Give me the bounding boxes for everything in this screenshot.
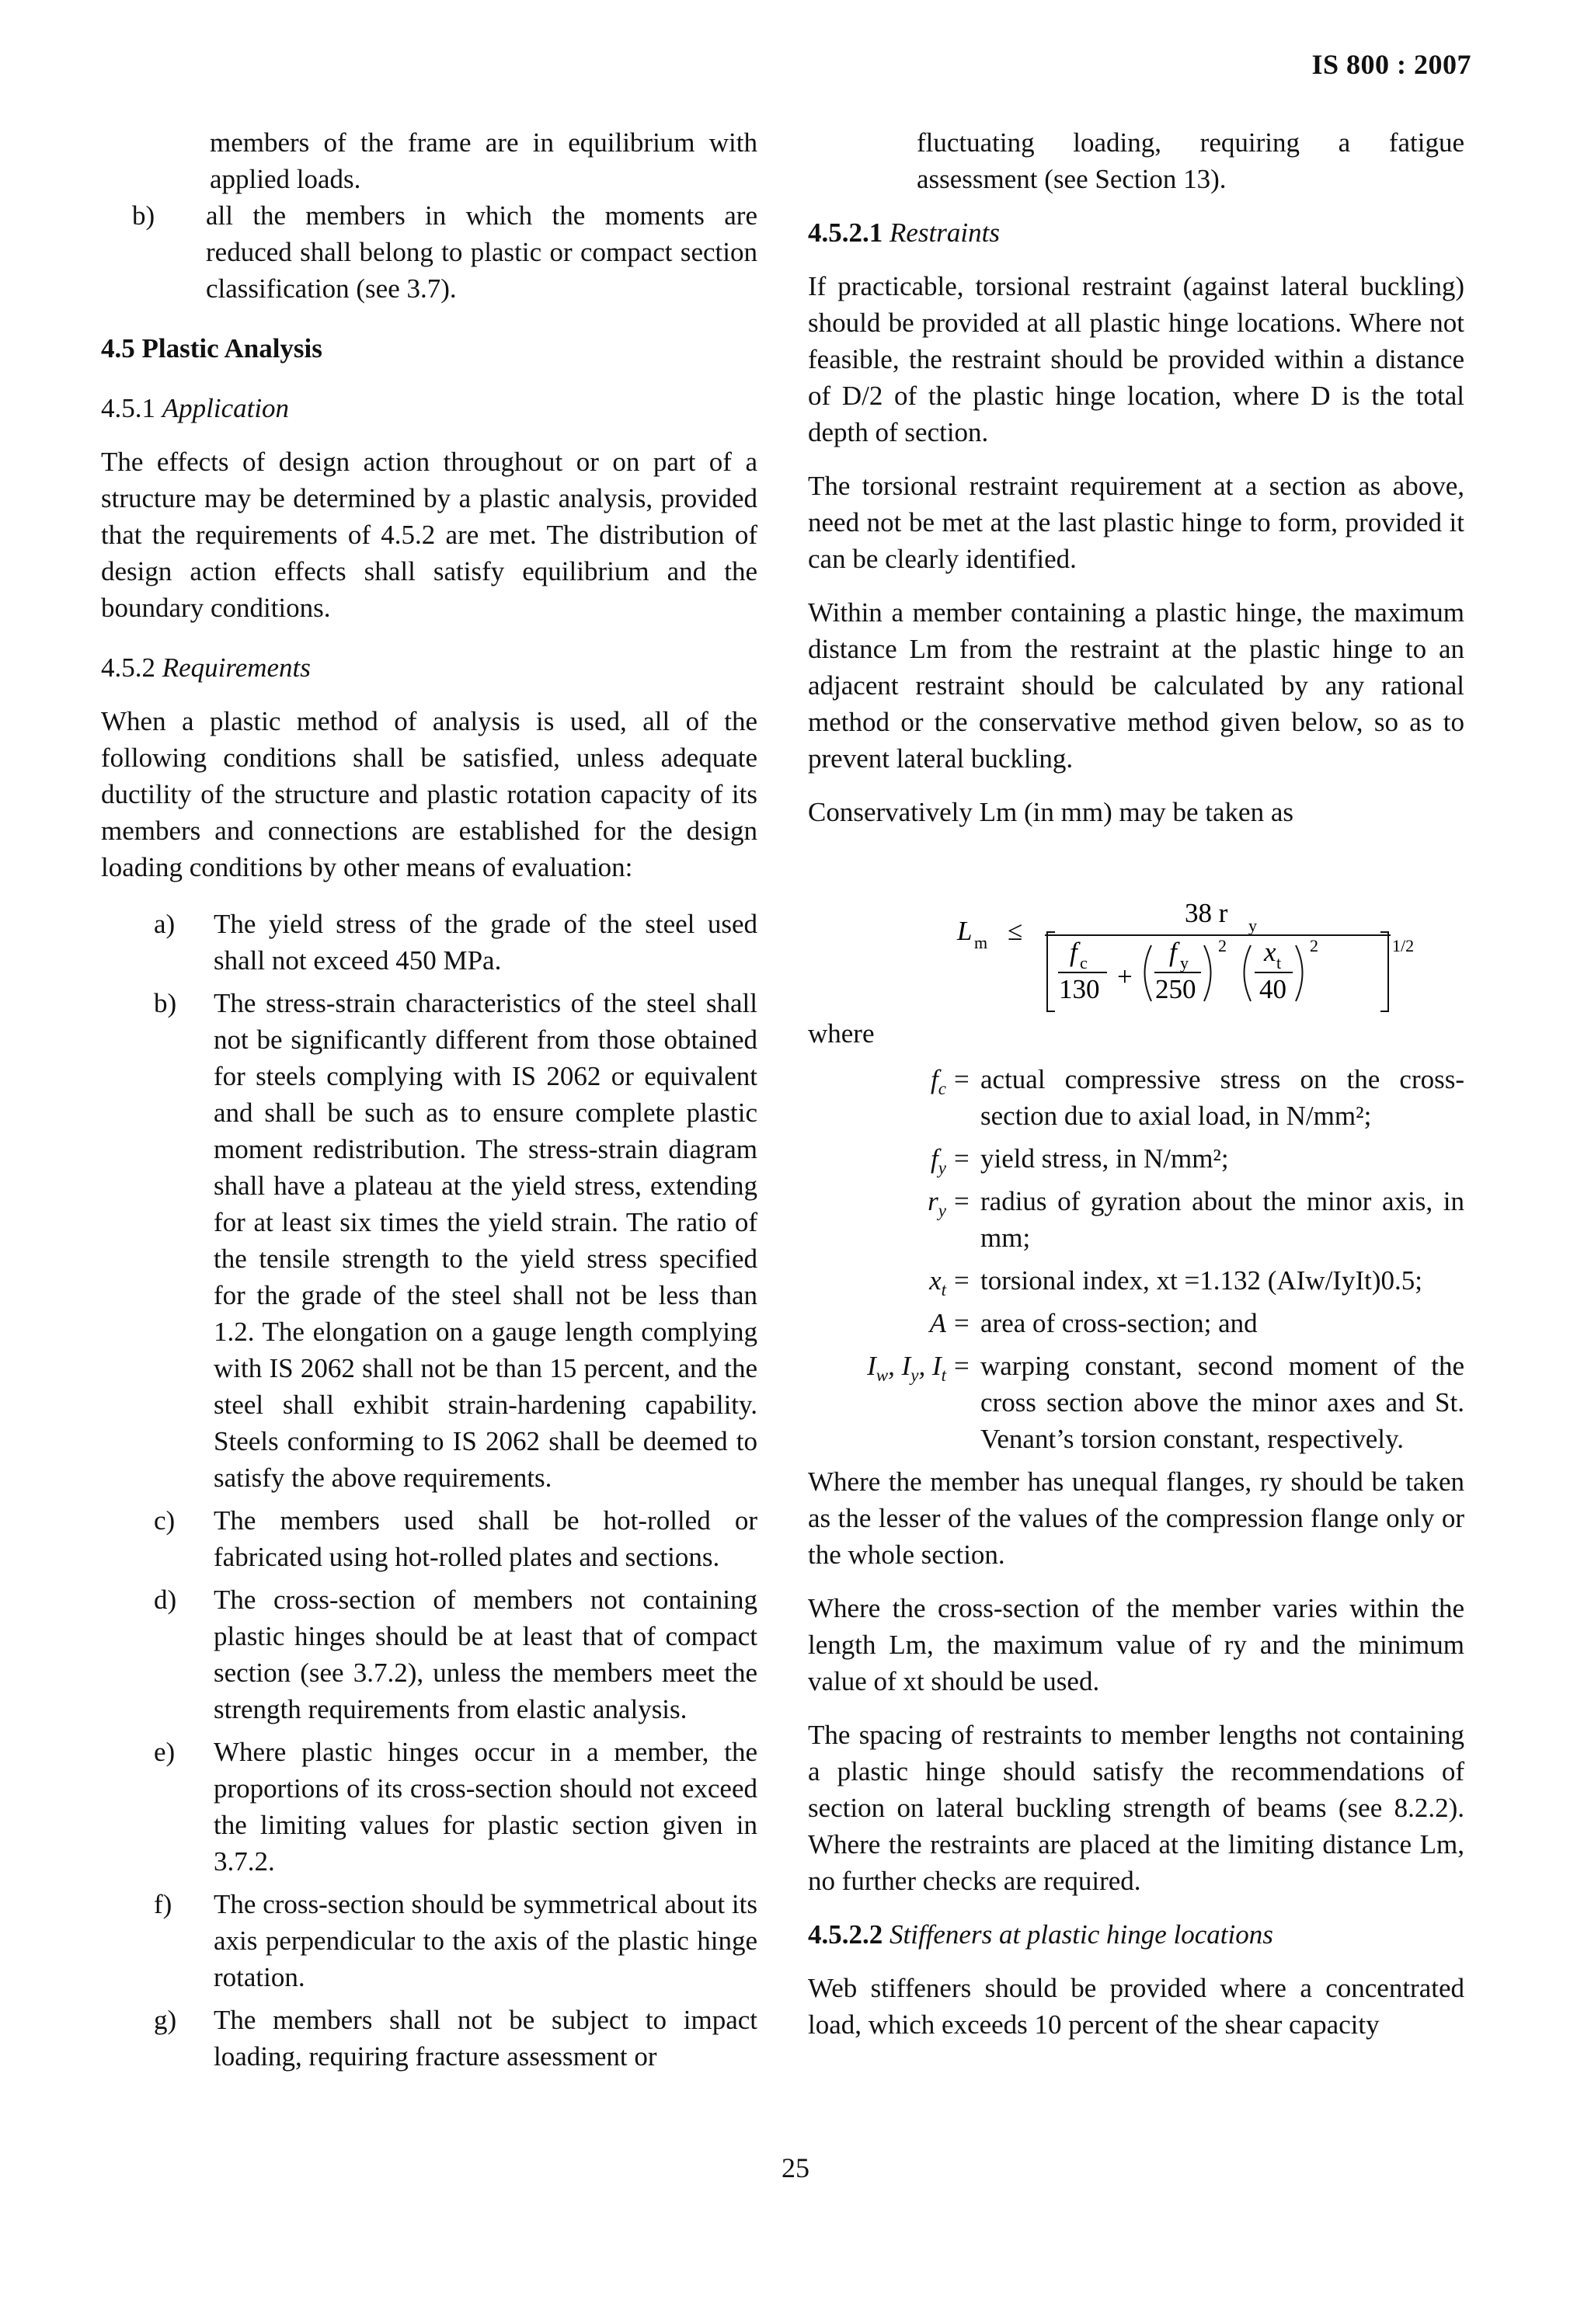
list-item-d: [101, 1581, 757, 1727]
definition-symbol: $f_c$: [931, 1064, 946, 1098]
definition-a: A = area of cross-section; and: [808, 1305, 1464, 1341]
list-label: b): [154, 988, 177, 1018]
paragraph-restraints-1: If practicable, torsional restraint (against lateral buckling) should be provided at all plastic hinge locations. Where not feasible, the restraint should be provided within a distance of D/2 of the plastic hinge location, where D is the total depth of section.: [808, 271, 1464, 447]
list-item-g: [101, 2002, 757, 2075]
definition-text: yield stress, in N/mm²;: [980, 1143, 1229, 1174]
list-item-b: [101, 985, 757, 1496]
definition-text: area of cross-section; and: [980, 1308, 1258, 1338]
definition-text: radius of gyration about the minor axis, in mm;: [980, 1186, 1464, 1253]
right-column: [808, 124, 1464, 2043]
definition-symbol: $r_y$: [928, 1186, 946, 1220]
formula-outer-exp: 1/2: [1392, 936, 1415, 955]
list-text: The members shall not be subject to impact loading, requiring fracture assessment or: [214, 2005, 757, 2072]
term2-right-paren: [1204, 945, 1211, 1001]
term3-num: x: [1264, 937, 1276, 967]
continued-item-g: fluctuating loading, requiring a fatigue assessment (see Section 13).: [917, 127, 1464, 194]
paragraph-restraints-3: Within a member containing a plastic hinge, the maximum distance Lm from the restraint at the plastic hinge to an adjacent restraint should be calculated by any rational method or the conservative method given below, so as to prevent lateral buckling.: [808, 597, 1464, 774]
definition-text: actual compressive stress on the cross-section due to axial load, in N/mm²;: [980, 1064, 1464, 1131]
formula-lhs-sub: m: [974, 933, 988, 952]
left-column: [101, 124, 757, 2075]
list-label: g): [154, 2005, 177, 2035]
paragraph-restraints-5: Where the member has unequal flanges, ry should be taken as the lesser of the values of the compression flange only or the whole section.: [808, 1466, 1464, 1570]
formula-numerator: 38 r: [1185, 898, 1228, 928]
term2-den: 250: [1155, 974, 1196, 1004]
formula-lhs: L: [957, 916, 973, 946]
list-label: d): [154, 1585, 177, 1615]
paragraph-restraints-7: The spacing of restraints to member lengths not containing a plastic hinge should satisfy the recommendations of section on lateral buckling strength of beams (see 8.2.2). Where the restraints are placed at the limiting distance Lm, no further checks are required.: [808, 1720, 1464, 1896]
section-heading-4-5-2: 4.5.2 Requirements: [101, 652, 311, 683]
paragraph-stiffeners: Web stiffeners should be provided where a concentrated load, which exceeds 10 percent of the shear capacity: [808, 1973, 1464, 2040]
term1-num-sub: c: [1080, 953, 1088, 972]
list-text: Where plastic hinges occur in a member, the proportions of its cross-section should not exceed the limiting values for plastic section given in 3.7.2.: [214, 1737, 757, 1877]
section-heading-4-5-1: 4.5.1 Application: [101, 393, 290, 423]
formula-left-bracket: [1047, 932, 1055, 1011]
section-heading-4-5-2-2: 4.5.2.2 Stiffeners at plastic hinge locations: [808, 1919, 1273, 1950]
list-text: all the members in which the moments are reduced shall belong to plastic or compact section classification (see 3.7).: [206, 200, 757, 304]
definition-symbol: $f_y$: [931, 1143, 946, 1178]
definition-ry: $r_y$ = radius of gyration about the minor axis, in mm;: [808, 1183, 1464, 1256]
definition-text: torsional index, xt =1.132 (AIw/IyIt)0.5;: [980, 1265, 1422, 1296]
list-text: The members used shall be hot-rolled or fabricated using hot-rolled plates and sections.: [214, 1505, 757, 1572]
formula-plus: +: [1117, 962, 1133, 992]
definition-fc: $f_c$ = actual compressive stress on the cross-section due to axial load, in N/mm²;: [808, 1061, 1464, 1134]
definition-xt: $x_t$ = torsional index, xt =1.132 (AIw/IyIt)0.5;: [808, 1262, 1464, 1299]
definition-symbol: $I_w$, $I_y$, $I_t$: [867, 1351, 946, 1385]
definition-symbol: A: [929, 1308, 946, 1338]
paragraph-restraints-6: Where the cross-section of the member varies within the length Lm, the maximum value of ry and the minimum value of xt should be used.: [808, 1593, 1464, 1696]
page-number: 25: [782, 2152, 809, 2183]
formula-graphic: [808, 837, 1464, 1015]
section-heading-4-5-2-1: 4.5.2.1 Restraints: [808, 217, 1000, 248]
definitions-list: [808, 1061, 1464, 1457]
term1-den: 130: [1059, 974, 1100, 1004]
definition-fy: $f_y$ = yield stress, in N/mm²;: [808, 1140, 1464, 1177]
list-item-a: [101, 906, 757, 979]
term3-right-paren: [1296, 945, 1303, 1001]
term3-left-paren: [1245, 945, 1252, 1001]
list-text: The yield stress of the grade of the steel used shall not exceed 450 MPa.: [214, 909, 757, 976]
list-item-f: [101, 1886, 757, 1995]
definition-symbol: $x_t$: [929, 1265, 946, 1299]
continued-item-a: members of the frame are in equilibrium with applied loads.: [210, 127, 757, 194]
term2-num: f: [1169, 937, 1177, 967]
paragraph-restraints-2: The torsional restraint requirement at a section as above, need not be met at the last plastic hinge to form, provided it can be clearly identified.: [808, 471, 1464, 574]
section-heading-4-5: 4.5 Plastic Analysis: [101, 333, 322, 364]
term3-den: 40: [1259, 974, 1286, 1004]
definition-text: warping constant, second moment of the cross section above the minor axes and St. Venant’s torsion constant, respectively.: [980, 1351, 1464, 1454]
paragraph-restraints-4: Conservatively Lm (in mm) may be taken as: [808, 797, 1293, 827]
list-label: c): [154, 1505, 176, 1536]
list-text: The stress-strain characteristics of the steel shall not be significantly different from those obtained for steels complying with IS 2062 or equivalent and shall be such as to ensure complete plastic moment redistribution. The stress-strain diagram shall have a plateau at the yield stress, extending for at least six times the yield strain. The ratio of the tensile strength to the yield stress specified for the grade of the steel shall not be less than 1.2. The elongation on a gauge length complying with IS 2062 shall not be than 15 percent, and the steel shall exhibit strain-hardening capability. Steels conforming to IS 2062 shall be deemed to satisfy the above requirements.: [214, 988, 757, 1493]
paragraph-requirements: When a plastic method of analysis is used, all of the following conditions shall be satisfied, unless adequate ductility of the structure and plastic rotation capacity of its members and connections are established for the design loading conditions by other means of evaluation:: [101, 706, 757, 882]
paragraph-application: The effects of design action throughout or on part of a structure may be determined by a plastic analysis, provided that the requirements of 4.5.2 are met. The distribution of design action effects shall satisfy equilibrium and the boundary conditions.: [101, 447, 757, 623]
list-text: The cross-section of members not containing plastic hinges should be at least that of compact section (see 3.7.2), unless the members meet the strength requirements from elastic analysis.: [214, 1585, 757, 1724]
term2-exp: 2: [1218, 936, 1227, 955]
where-label: where: [808, 1018, 875, 1049]
list-label: f): [154, 1889, 172, 1919]
standard-header: IS 800 : 2007: [1311, 49, 1471, 80]
term1-num: f: [1070, 937, 1077, 967]
list-label: b): [132, 200, 155, 231]
list-item-c: [101, 1502, 757, 1575]
term2-left-paren: [1145, 945, 1152, 1001]
list-text: The cross-section should be symmetrical about its axis perpendicular to the axis of the plastic hinge rotation.: [214, 1889, 757, 1992]
definition-iw-iy-it: $I_w$, $I_y$, $I_t$ = warping constant, second moment of the cross section above the minor axes and St. Venant’s torsion constant, respectively.: [808, 1348, 1464, 1457]
term3-num-sub: t: [1276, 953, 1282, 972]
list-item-e: [101, 1734, 757, 1880]
lm-formula: [808, 837, 1464, 1015]
list-label: a): [154, 909, 176, 939]
list-label: e): [154, 1737, 176, 1767]
formula-op: ≤: [1008, 916, 1023, 946]
term3-exp: 2: [1310, 936, 1318, 955]
formula-right-bracket: [1380, 932, 1388, 1011]
list-item-b-top: [101, 197, 757, 307]
formula-numerator-sub: y: [1248, 916, 1257, 935]
term2-num-sub: y: [1180, 953, 1189, 972]
